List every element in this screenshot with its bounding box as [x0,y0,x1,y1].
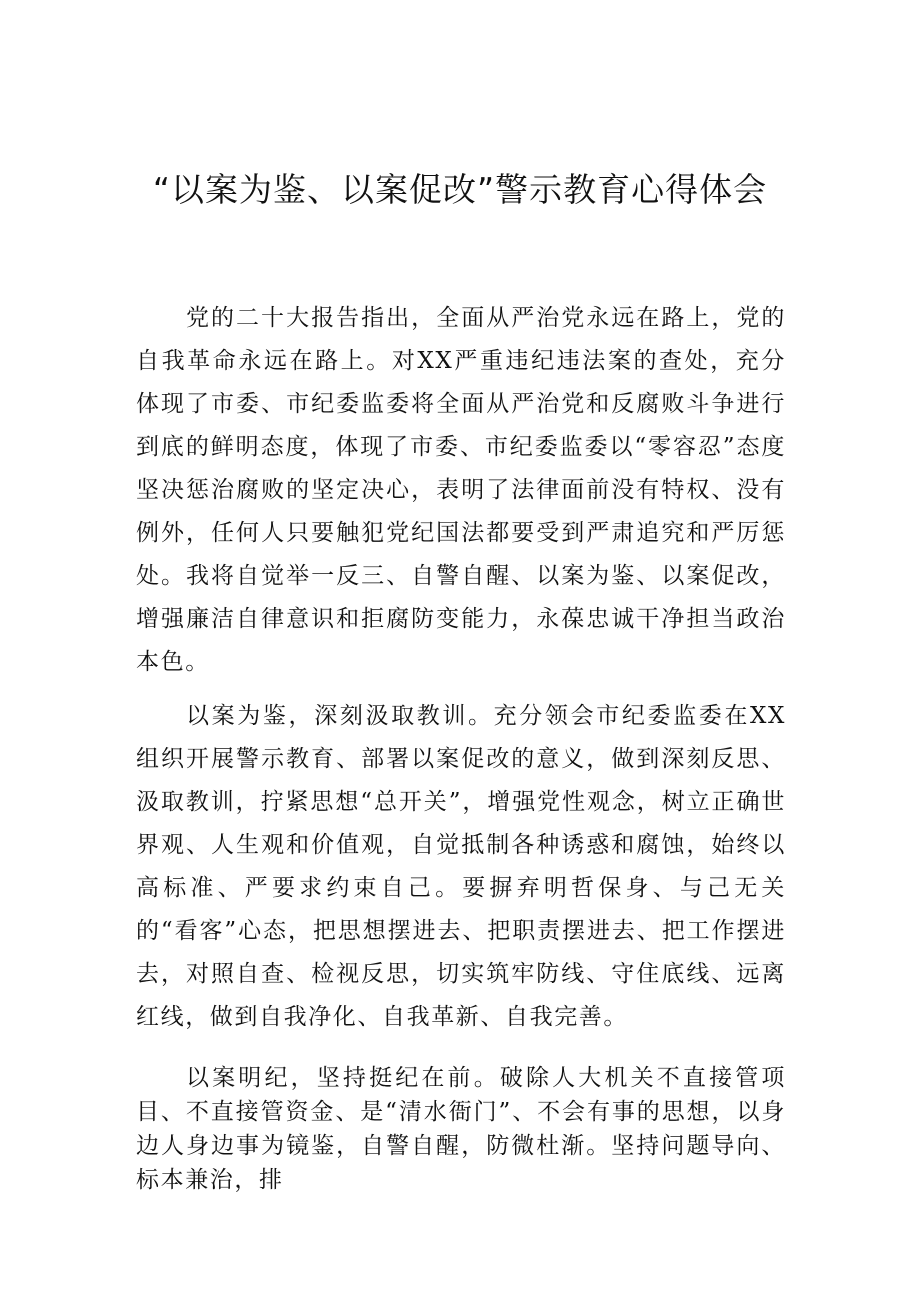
document-title: “以案为鉴、以案促改”警示教育心得体会 [152,170,768,209]
paragraph-1: 党的二十大报告指出，全面从严治党永远在路上，党的自我革命永远在路上。对XX严重违纪违法案的查处，充分体现了市委、市纪委监委将全面从严治党和反腐败斗争进行到底的鲜明态度，体现了市委、市纪委监委以“零容忍”态度坚决惩治腐败的坚定决心，表明了法律面前没有特权、没有例外，任何人只要触犯党纪国法都要受到严肃追究和严厉惩处。我将自觉举一反三、自警自醒、以案为鉴、以案促改，增强廉洁自律意识和拒腐防变能力，永葆忠诚干净担当政治本色。 [136,305,786,675]
paragraph-2: 以案为鉴，深刻汲取教训。充分领会市纪委监委在XX组织开展警示教育、部署以案促改的意义，做到深刻反思、汲取教训，拧紧思想“总开关”，增强党性观念，树立正确世界观、人生观和价值观，自觉抵制各种诱惑和腐蚀，始终以高标准、严要求约束自己。要摒弃明哲保身、与己无关的“看客”心态，把思想摆进去、把职责摆进去、把工作摆进去，对照自查、检视反思，切实筑牢防线、守住底线、远离红线，做到自我净化、自我革新、自我完善。 [136,703,786,1030]
paragraph-3: 以案明纪，坚持挺纪在前。破除人大机关不直接管项目、不直接管资金、是“清水衙门”、不会有事的思想，以身边人身边事为镜鉴，自警自醒，防微杜渐。坚持问题导向、标本兼治，排 [136,1065,786,1193]
document-body [136,297,786,1197]
